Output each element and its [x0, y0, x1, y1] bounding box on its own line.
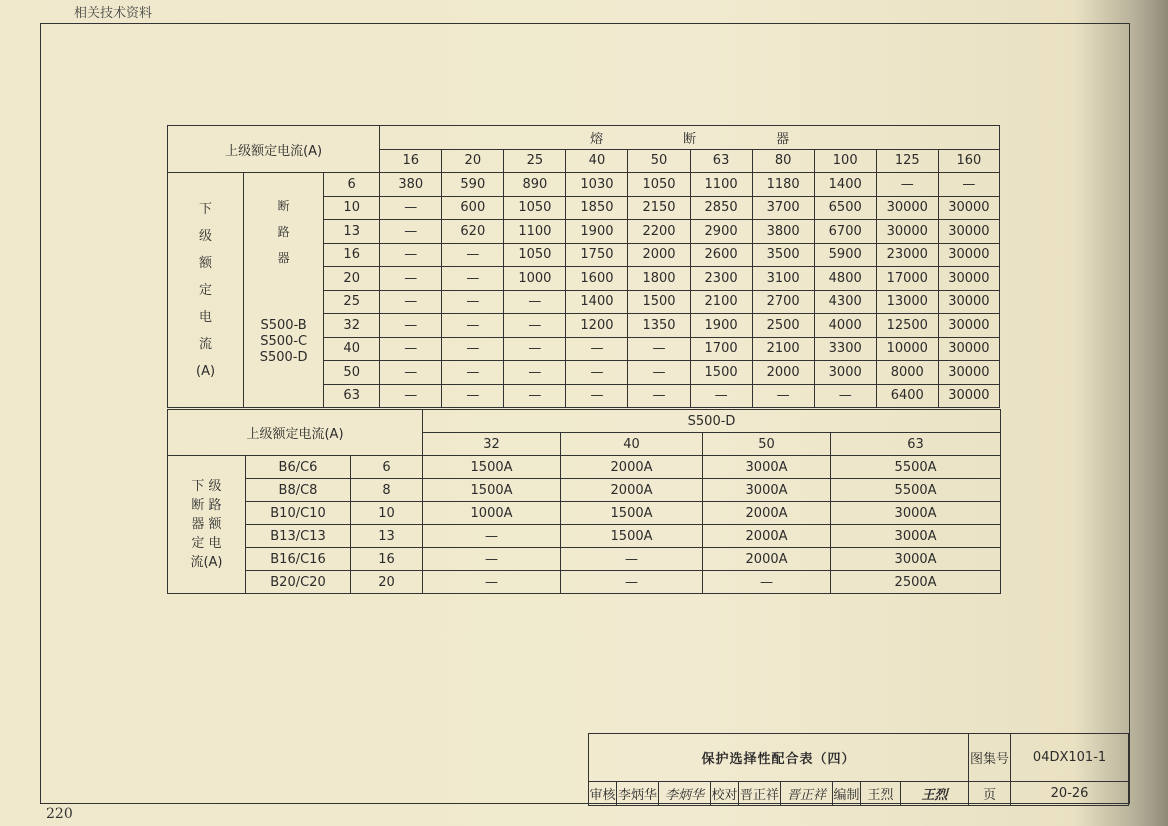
breaker-rating: 32 — [324, 314, 380, 338]
breaker-selectivity-table — [167, 409, 1001, 594]
selectivity-value: 600 — [442, 196, 504, 220]
selectivity-value: 30000 — [938, 243, 999, 267]
breaker-model: B16/C16 — [246, 548, 351, 571]
edit-label: 编制 — [833, 782, 861, 806]
lower-breaker-label-line: 器 额 — [191, 517, 222, 532]
selectivity-value: 2100 — [752, 337, 814, 361]
selectivity-value: 1000 — [504, 267, 566, 291]
selectivity-value: 30000 — [938, 337, 999, 361]
breaker-rating: 16 — [351, 548, 423, 571]
selectivity-value: 23000 — [876, 243, 938, 267]
review-label: 审核 — [589, 782, 617, 806]
reviewer-signature: 李炳华 — [659, 782, 711, 806]
selectivity-value: 2000 — [752, 361, 814, 385]
lower-label-char: 下 — [199, 201, 213, 217]
selectivity-value: 2300 — [690, 267, 752, 291]
table-row — [168, 173, 1000, 197]
breaker-rating: 13 — [324, 220, 380, 244]
selectivity-current: — — [703, 571, 831, 594]
selectivity-value: 3500 — [752, 243, 814, 267]
selectivity-value: 30000 — [938, 267, 999, 291]
selectivity-value: 1800 — [628, 267, 690, 291]
breaker-label-char: 路 — [277, 224, 290, 239]
device-rating-63: 63 — [831, 433, 1001, 456]
breaker-model: S500-C — [260, 334, 308, 349]
selectivity-value: — — [752, 384, 814, 408]
lower-rated-current-label — [168, 173, 244, 408]
fuse-rating-80: 80 — [752, 149, 814, 173]
selectivity-value: — — [380, 196, 442, 220]
selectivity-value: 1700 — [690, 337, 752, 361]
device-rating-40: 40 — [561, 433, 703, 456]
selectivity-current: 2000A — [561, 479, 703, 502]
selectivity-value: 1100 — [504, 220, 566, 244]
selectivity-value: 380 — [380, 173, 442, 197]
lower-breaker-label-line: 下 级 — [191, 479, 222, 494]
selectivity-value: — — [628, 337, 690, 361]
lower-label-char: 电 — [199, 309, 213, 325]
selectivity-current: 2000A — [703, 525, 831, 548]
selectivity-value: 3800 — [752, 220, 814, 244]
table-row — [168, 502, 1001, 525]
selectivity-value: 13000 — [876, 290, 938, 314]
selectivity-value: 3000 — [814, 361, 876, 385]
selectivity-value: — — [442, 243, 504, 267]
selectivity-value: — — [504, 290, 566, 314]
breaker-rating: 20 — [351, 571, 423, 594]
lower-label-char: 流 — [199, 336, 213, 352]
selectivity-value: — — [380, 220, 442, 244]
editor-name: 王烈 — [861, 782, 901, 806]
selectivity-value: 30000 — [876, 220, 938, 244]
lower-breaker-label-line: 流(A) — [190, 555, 223, 570]
selectivity-value: 6500 — [814, 196, 876, 220]
selectivity-value: — — [380, 290, 442, 314]
selectivity-value: 3300 — [814, 337, 876, 361]
selectivity-value: — — [504, 384, 566, 408]
lower-label-char: 级 — [199, 228, 213, 244]
selectivity-value: 30000 — [938, 384, 999, 408]
selectivity-value: — — [380, 314, 442, 338]
breaker-model: B10/C10 — [246, 502, 351, 525]
selectivity-value: 2900 — [690, 220, 752, 244]
selectivity-value: 1900 — [566, 220, 628, 244]
selectivity-value: 2100 — [690, 290, 752, 314]
page-ref: 20-26 — [1011, 782, 1129, 806]
selectivity-value: — — [628, 384, 690, 408]
selectivity-current: 3000A — [703, 479, 831, 502]
selectivity-value: 1050 — [504, 243, 566, 267]
selectivity-value: 1030 — [566, 173, 628, 197]
breaker-model: B8/C8 — [246, 479, 351, 502]
selectivity-value: 4800 — [814, 267, 876, 291]
selectivity-value: 890 — [504, 173, 566, 197]
breaker-model: B20/C20 — [246, 571, 351, 594]
selectivity-value: 590 — [442, 173, 504, 197]
breaker-models — [244, 290, 324, 408]
selectivity-value: 1350 — [628, 314, 690, 338]
lower-breaker-label-line: 定 电 — [191, 536, 222, 551]
table-row — [168, 571, 1001, 594]
table-row — [168, 525, 1001, 548]
selectivity-value: 30000 — [938, 290, 999, 314]
fuse-rating-100: 100 — [814, 149, 876, 173]
selectivity-value: 1100 — [690, 173, 752, 197]
selectivity-current: 1500A — [561, 525, 703, 548]
selectivity-current: 5500A — [831, 479, 1001, 502]
selectivity-value: — — [442, 267, 504, 291]
selectivity-current: 2500A — [831, 571, 1001, 594]
fuse-rating-16: 16 — [380, 149, 442, 173]
breaker-rating: 20 — [324, 267, 380, 291]
selectivity-value: — — [566, 384, 628, 408]
selectivity-value: — — [380, 243, 442, 267]
selectivity-value: — — [380, 361, 442, 385]
breaker-model: B13/C13 — [246, 525, 351, 548]
selectivity-current: — — [423, 571, 561, 594]
selectivity-value: 4300 — [814, 290, 876, 314]
selectivity-value: 17000 — [876, 267, 938, 291]
selectivity-current: — — [561, 571, 703, 594]
device-rating-50: 50 — [703, 433, 831, 456]
selectivity-current: 1500A — [561, 502, 703, 525]
check-label: 校对 — [711, 782, 739, 806]
selectivity-current: 1500A — [423, 456, 561, 479]
checker-signature: 晋正祥 — [781, 782, 833, 806]
selectivity-value: 2500 — [752, 314, 814, 338]
selectivity-current: 3000A — [831, 548, 1001, 571]
selectivity-value: 1600 — [566, 267, 628, 291]
selectivity-value: — — [504, 314, 566, 338]
fuse-rating-50: 50 — [628, 149, 690, 173]
breaker-rating: 13 — [351, 525, 423, 548]
selectivity-value: 2150 — [628, 196, 690, 220]
selectivity-current: 3000A — [831, 502, 1001, 525]
selectivity-value: — — [380, 337, 442, 361]
breaker-rating: 50 — [324, 361, 380, 385]
table-row — [168, 290, 1000, 314]
breaker-label-char: 器 — [277, 250, 290, 265]
breaker-label-char: 断 — [277, 198, 290, 213]
lower-breaker-label — [168, 456, 246, 594]
selectivity-value: 30000 — [876, 196, 938, 220]
selectivity-value: — — [814, 384, 876, 408]
selectivity-current: 1500A — [423, 479, 561, 502]
selectivity-value: — — [566, 337, 628, 361]
header-note: 相关技术资料 — [74, 6, 153, 21]
selectivity-value: — — [442, 337, 504, 361]
selectivity-value: — — [442, 314, 504, 338]
selectivity-value: 3700 — [752, 196, 814, 220]
selectivity-current: 2000A — [561, 456, 703, 479]
selectivity-value: 12500 — [876, 314, 938, 338]
breaker-rating: 8 — [351, 479, 423, 502]
selectivity-value: 1900 — [690, 314, 752, 338]
table-row — [168, 479, 1001, 502]
selectivity-value: — — [504, 337, 566, 361]
selectivity-value: 6700 — [814, 220, 876, 244]
breaker-model: B6/C6 — [246, 456, 351, 479]
selectivity-value: 2200 — [628, 220, 690, 244]
selectivity-current: 2000A — [703, 548, 831, 571]
atlas-label: 图集号 — [969, 734, 1011, 782]
selectivity-value: 2600 — [690, 243, 752, 267]
selectivity-value: 30000 — [938, 220, 999, 244]
breaker-rating: 10 — [324, 196, 380, 220]
selectivity-value: 3100 — [752, 267, 814, 291]
selectivity-value: 620 — [442, 220, 504, 244]
selectivity-value: — — [938, 173, 999, 197]
breaker-label — [244, 173, 324, 291]
selectivity-value: 1050 — [628, 173, 690, 197]
selectivity-value: 30000 — [938, 314, 999, 338]
selectivity-current: — — [423, 548, 561, 571]
device-rating-32: 32 — [423, 433, 561, 456]
breaker-model: S500-D — [259, 350, 308, 365]
selectivity-current: 5500A — [831, 456, 1001, 479]
selectivity-value: 30000 — [938, 361, 999, 385]
selectivity-value: 1500 — [690, 361, 752, 385]
breaker-model: S500-B — [260, 318, 307, 333]
breaker-rating: 10 — [351, 502, 423, 525]
selectivity-current: 1000A — [423, 502, 561, 525]
selectivity-current: 3000A — [703, 456, 831, 479]
selectivity-value: — — [876, 173, 938, 197]
fuse-rating-40: 40 — [566, 149, 628, 173]
selectivity-value: 4000 — [814, 314, 876, 338]
title-block — [588, 733, 1129, 806]
breaker-rating: 40 — [324, 337, 380, 361]
selectivity-value: 5900 — [814, 243, 876, 267]
selectivity-current: — — [561, 548, 703, 571]
selectivity-current: — — [423, 525, 561, 548]
selectivity-value: — — [442, 384, 504, 408]
selectivity-value: 2000 — [628, 243, 690, 267]
selectivity-value: — — [442, 290, 504, 314]
selectivity-value: 6400 — [876, 384, 938, 408]
selectivity-current: 2000A — [703, 502, 831, 525]
table-row — [168, 548, 1001, 571]
page-number: 220 — [46, 806, 73, 822]
selectivity-value: 1500 — [628, 290, 690, 314]
selectivity-value: — — [380, 384, 442, 408]
selectivity-value: 1400 — [566, 290, 628, 314]
selectivity-value: — — [442, 361, 504, 385]
selectivity-value: 1750 — [566, 243, 628, 267]
breaker-rating: 63 — [324, 384, 380, 408]
breaker-rating: 25 — [324, 290, 380, 314]
selectivity-value: 1850 — [566, 196, 628, 220]
breaker-rating: 16 — [324, 243, 380, 267]
selectivity-value: 10000 — [876, 337, 938, 361]
table-row — [168, 456, 1001, 479]
breaker-rating: 6 — [351, 456, 423, 479]
fuse-selectivity-table — [167, 125, 1000, 408]
upper-rated-current-header: 上级额定电流(A) — [168, 126, 380, 173]
drawing-title: 保护选择性配合表（四） — [589, 734, 969, 782]
selectivity-value: 1180 — [752, 173, 814, 197]
lower-label-char: 定 — [199, 282, 213, 298]
fuse-rating-25: 25 — [504, 149, 566, 173]
reviewer-name: 李炳华 — [617, 782, 659, 806]
selectivity-value: 1400 — [814, 173, 876, 197]
editor-signature: 王烈 — [901, 782, 969, 806]
selectivity-value: 2850 — [690, 196, 752, 220]
checker-name: 晋正祥 — [739, 782, 781, 806]
fuse-rating-125: 125 — [876, 149, 938, 173]
fuse-rating-63: 63 — [690, 149, 752, 173]
page-label: 页 — [969, 782, 1011, 806]
selectivity-value: 1050 — [504, 196, 566, 220]
selectivity-value: — — [690, 384, 752, 408]
selectivity-value: 8000 — [876, 361, 938, 385]
fuse-rating-20: 20 — [442, 149, 504, 173]
atlas-number: 04DX101-1 — [1011, 734, 1129, 782]
lower-label-char: 额 — [199, 255, 213, 271]
fuse-rating-160: 160 — [938, 149, 999, 173]
selectivity-value: 1200 — [566, 314, 628, 338]
selectivity-value: 2700 — [752, 290, 814, 314]
selectivity-value: — — [380, 267, 442, 291]
fuse-header: 熔 断 器 — [380, 126, 1000, 150]
selectivity-value: — — [504, 361, 566, 385]
device-header: S500-D — [423, 410, 1001, 433]
lower-breaker-label-line: 断 路 — [191, 498, 222, 513]
selectivity-value: — — [566, 361, 628, 385]
upper-rated-current-header-2: 上级额定电流(A) — [168, 410, 423, 456]
breaker-rating: 6 — [324, 173, 380, 197]
selectivity-value: — — [628, 361, 690, 385]
selectivity-value: 30000 — [938, 196, 999, 220]
selectivity-current: 3000A — [831, 525, 1001, 548]
lower-label-char: (A) — [196, 363, 216, 379]
